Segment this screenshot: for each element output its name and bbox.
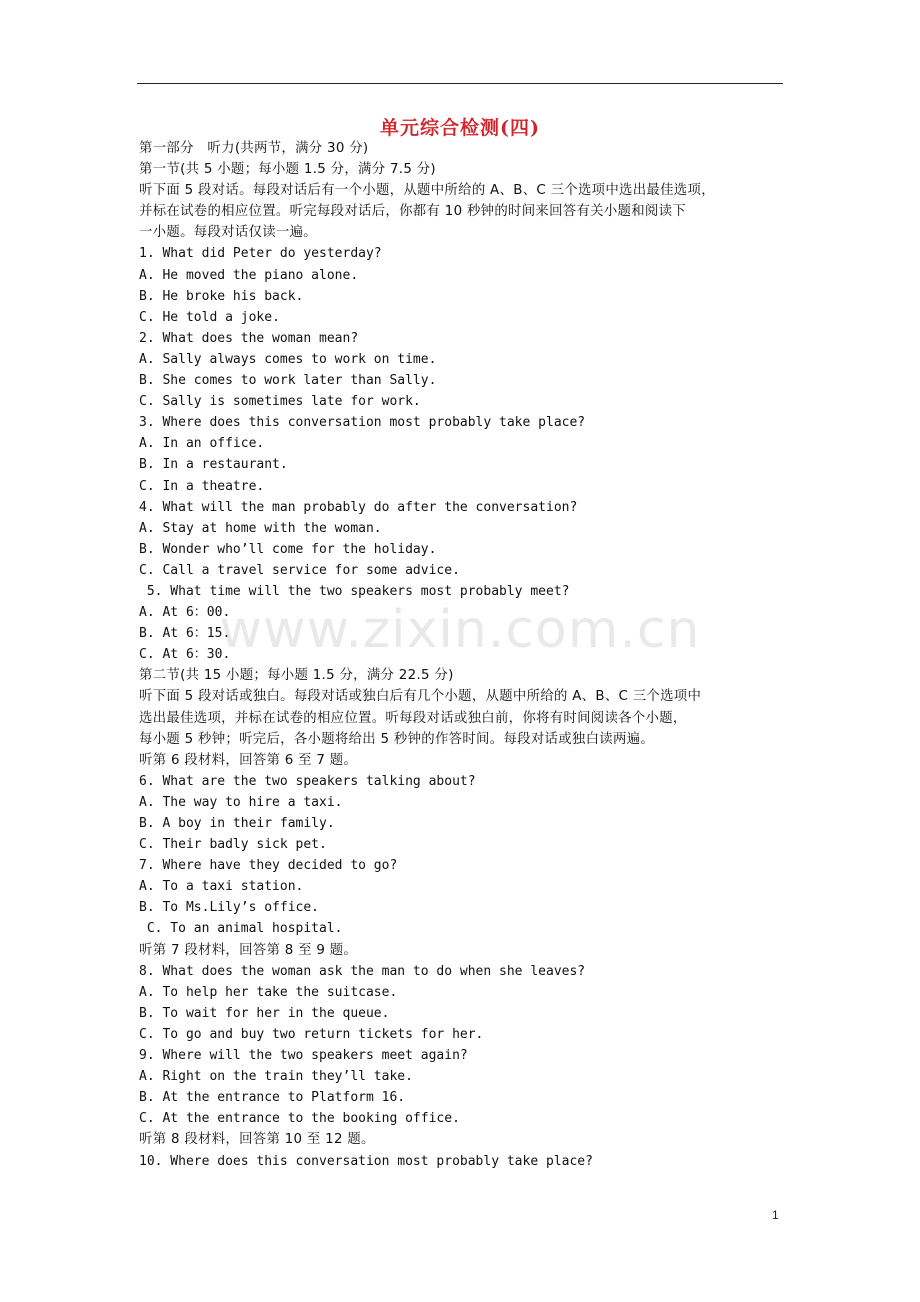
question-line: 1. What did Peter do yesterday? bbox=[139, 246, 382, 262]
question-line: 5. What time will the two speakers most probably meet? bbox=[139, 583, 570, 599]
question-line: B. She comes to work later than Sally. bbox=[139, 373, 437, 389]
watermark: www.zixin.com.cn bbox=[219, 600, 701, 660]
instruction-line: 第一部分 听力(共两节，满分 30 分) bbox=[139, 141, 369, 156]
question-line: B. A boy in their family. bbox=[139, 816, 335, 831]
question-line: B. Wonder who’ll come for the holiday. bbox=[139, 541, 437, 557]
question-line: A. Sally always comes to work on time. bbox=[139, 351, 437, 367]
question-line: C. At 6：30. bbox=[139, 647, 231, 663]
question-line: C. To an animal hospital. bbox=[139, 921, 343, 937]
question-line: B. To Ms.Lily’s office. bbox=[139, 900, 320, 916]
question-line: C. Call a travel service for some advice. bbox=[139, 562, 460, 578]
page-number: 1 bbox=[772, 1208, 779, 1222]
question-line: A. He moved the piano alone. bbox=[139, 267, 359, 283]
instruction-line: 并标在试卷的相应位置。听完每段对话后，你都有 10 秒钟的时间来回答有关小题和阅读下 bbox=[139, 204, 686, 220]
question-line: 7. Where have they decided to go? bbox=[139, 858, 398, 874]
question-line: 4. What will the man probably do after the conversation? bbox=[139, 499, 578, 515]
instruction-line: 听第 7 段材料，回答第 8 至 9 题。 bbox=[139, 942, 358, 958]
question-line: A. To a taxi station. bbox=[139, 879, 304, 895]
question-line: C. He told a joke. bbox=[139, 309, 280, 325]
question-line: C. Sally is sometimes late for work. bbox=[139, 394, 421, 410]
question-line: 3. Where does this conversation most probably take place? bbox=[139, 415, 586, 431]
question-line: A. At 6：00. bbox=[139, 605, 231, 621]
question-line: C. Their badly sick pet. bbox=[139, 837, 327, 853]
instruction-line: 听下面 5 段对话。每段对话后有一个小题，从题中所给的 A、B、C 三个选项中选出最佳选项， bbox=[139, 183, 715, 199]
question-line: A. To help her take the suitcase. bbox=[139, 984, 398, 1000]
header-rule bbox=[137, 83, 783, 84]
question-line: 10. Where does this conversation most probably take place? bbox=[139, 1153, 593, 1169]
instruction-line: 每小题 5 秒钟；听完后，各小题将给出 5 秒钟的作答时间。每段对话或独白读两遍。 bbox=[139, 731, 655, 747]
instruction-line: 第二节(共 15 小题；每小题 1.5 分，满分 22.5 分) bbox=[139, 668, 454, 684]
question-line: 2. What does the woman mean? bbox=[139, 330, 359, 346]
question-line: A. Stay at home with the woman. bbox=[139, 520, 382, 536]
question-line: C. At the entrance to the booking office. bbox=[139, 1111, 460, 1127]
question-line: A. Right on the train they’ll take. bbox=[139, 1069, 413, 1085]
question-line: C. To go and buy two return tickets for her. bbox=[139, 1026, 484, 1042]
question-line: C. In a theatre. bbox=[139, 478, 265, 494]
instruction-line: 一小题。每段对话仅读一遍。 bbox=[139, 225, 317, 241]
instruction-line: 听第 8 段材料，回答第 10 至 12 题。 bbox=[139, 1132, 375, 1148]
instruction-line: 听第 6 段材料，回答第 6 至 7 题。 bbox=[139, 752, 358, 768]
question-line: B. In a restaurant. bbox=[139, 457, 288, 473]
instruction-line: 第一节(共 5 小题；每小题 1.5 分，满分 7.5 分) bbox=[139, 162, 436, 178]
instruction-line: 听下面 5 段对话或独白。每段对话或独白后有几个小题，从题中所给的 A、B、C 三个选项中 bbox=[139, 689, 702, 705]
question-line: B. To wait for her in the queue. bbox=[139, 1005, 390, 1021]
question-line: 6. What are the two speakers talking about? bbox=[139, 773, 476, 789]
question-line: 9. Where will the two speakers meet again? bbox=[139, 1048, 468, 1064]
page-title: 单元综合检测(四) bbox=[380, 117, 540, 139]
question-line: B. At 6：15. bbox=[139, 626, 231, 642]
question-line: A. In an office. bbox=[139, 436, 265, 452]
question-line: A. The way to hire a taxi. bbox=[139, 794, 343, 810]
question-line: 8. What does the woman ask the man to do when she leaves? bbox=[139, 963, 586, 979]
question-line: B. At the entrance to Platform 16. bbox=[139, 1090, 406, 1106]
question-line: B. He broke his back. bbox=[139, 288, 304, 304]
instruction-line: 选出最佳选项，并标在试卷的相应位置。听每段对话或独白前，你将有时间阅读各个小题， bbox=[139, 710, 687, 726]
